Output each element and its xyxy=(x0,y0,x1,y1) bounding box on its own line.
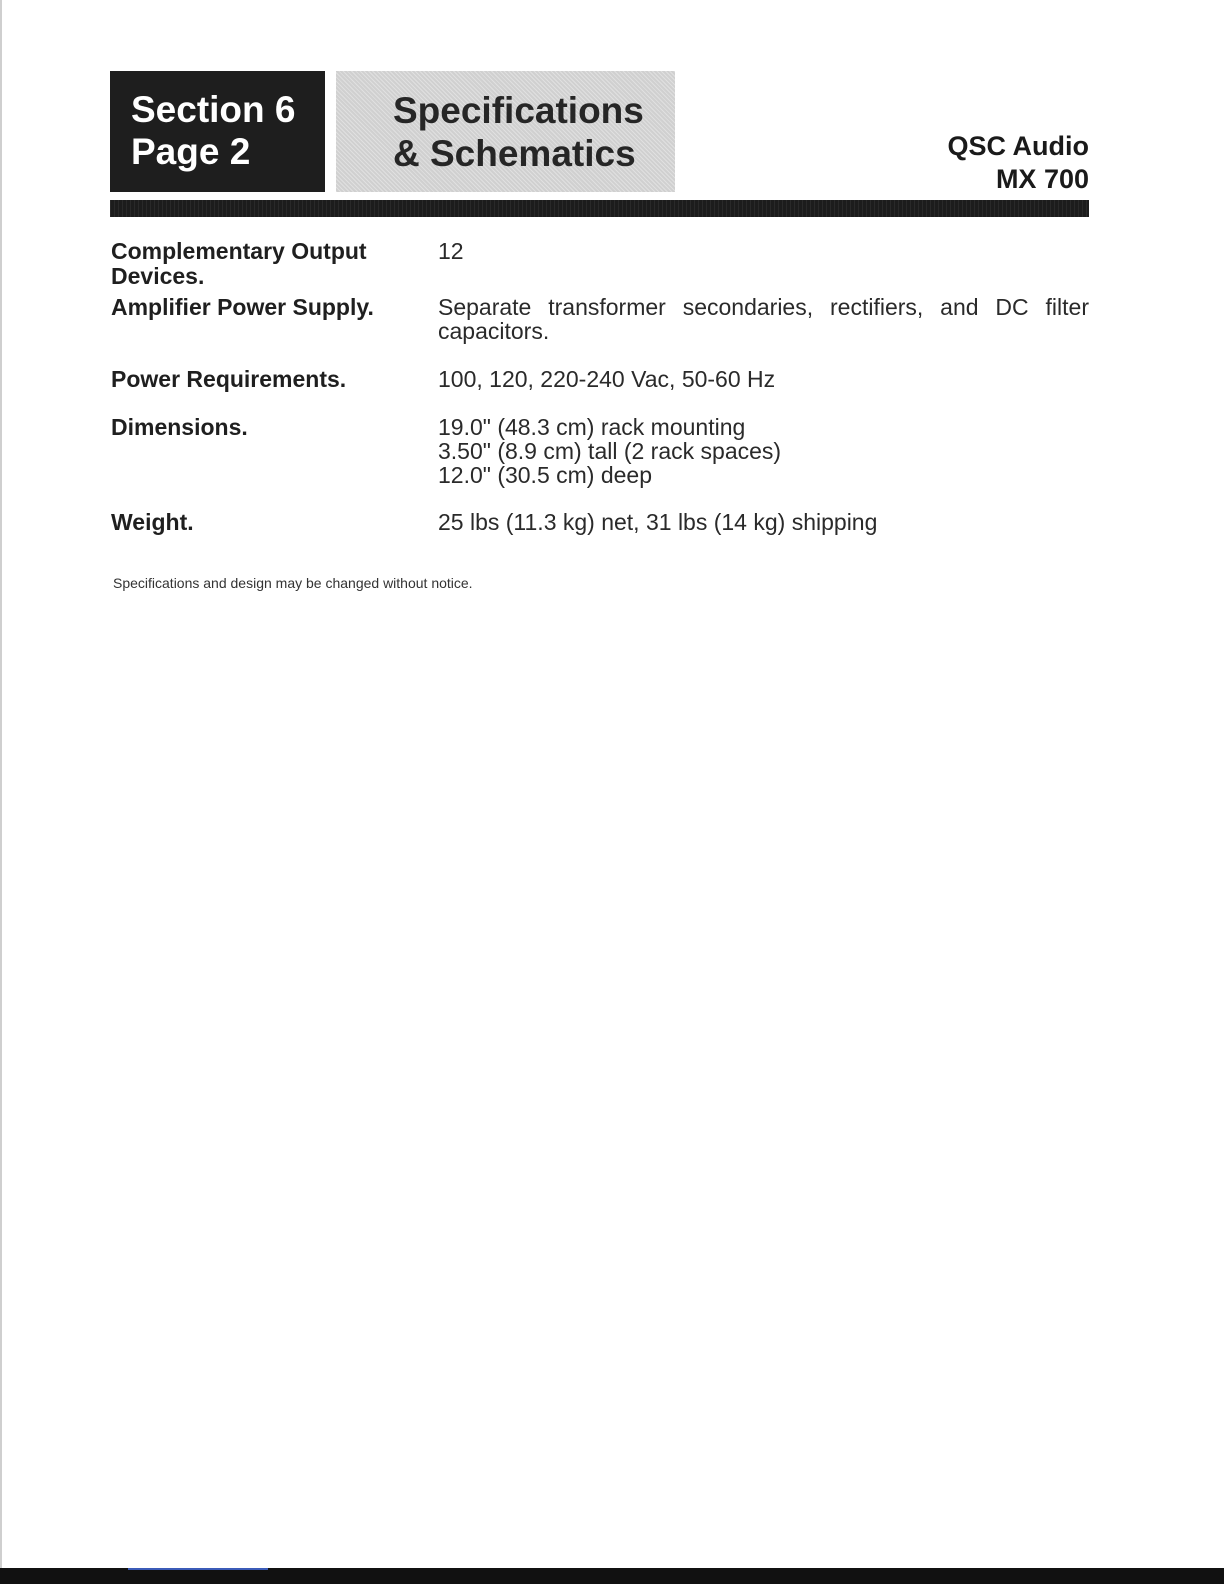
brand-name: QSC Audio xyxy=(947,131,1089,161)
bottom-scan-border xyxy=(0,1568,1224,1584)
spec-value: 100, 120, 220-240 Vac, 50-60 Hz xyxy=(438,366,776,392)
chapter-title-box xyxy=(336,71,675,192)
chapter-title-line2: & Schematics xyxy=(393,133,636,174)
header-rule xyxy=(110,200,1089,217)
bottom-scan-mark xyxy=(128,1568,268,1570)
spec-label: Dimensions. xyxy=(111,414,248,440)
spec-value: 25 lbs (11.3 kg) net, 31 lbs (14 kg) shipping xyxy=(438,509,878,535)
spec-label: Complementary Output Devices. xyxy=(111,238,367,289)
spec-label: Amplifier Power Supply. xyxy=(111,294,374,320)
model-name: MX 700 xyxy=(995,164,1089,194)
spec-label: Power Requirements. xyxy=(111,366,347,392)
chapter-title-line1: Specifications xyxy=(393,90,644,131)
brand-block xyxy=(948,130,1090,196)
footnote: Specifications and design may be changed without notice. xyxy=(113,575,473,591)
section-page-box xyxy=(110,71,325,192)
section-number: Section 6 xyxy=(131,89,296,130)
spec-label: Weight. xyxy=(111,509,194,535)
page-edge xyxy=(0,0,2,1584)
spec-value-group xyxy=(438,415,1089,487)
page-number: Page 2 xyxy=(131,131,251,172)
spec-value-line: 3.50" (8.9 cm) tall (2 rack spaces) xyxy=(438,438,782,464)
spec-value: 12 xyxy=(438,238,464,264)
spec-value-line: 12.0" (30.5 cm) deep xyxy=(438,462,653,488)
spec-value: Separate transformer secondaries, rectifiers, and DC filter capacitors. xyxy=(438,294,1089,344)
spec-value-line: 19.0" (48.3 cm) rack mounting xyxy=(438,414,746,440)
